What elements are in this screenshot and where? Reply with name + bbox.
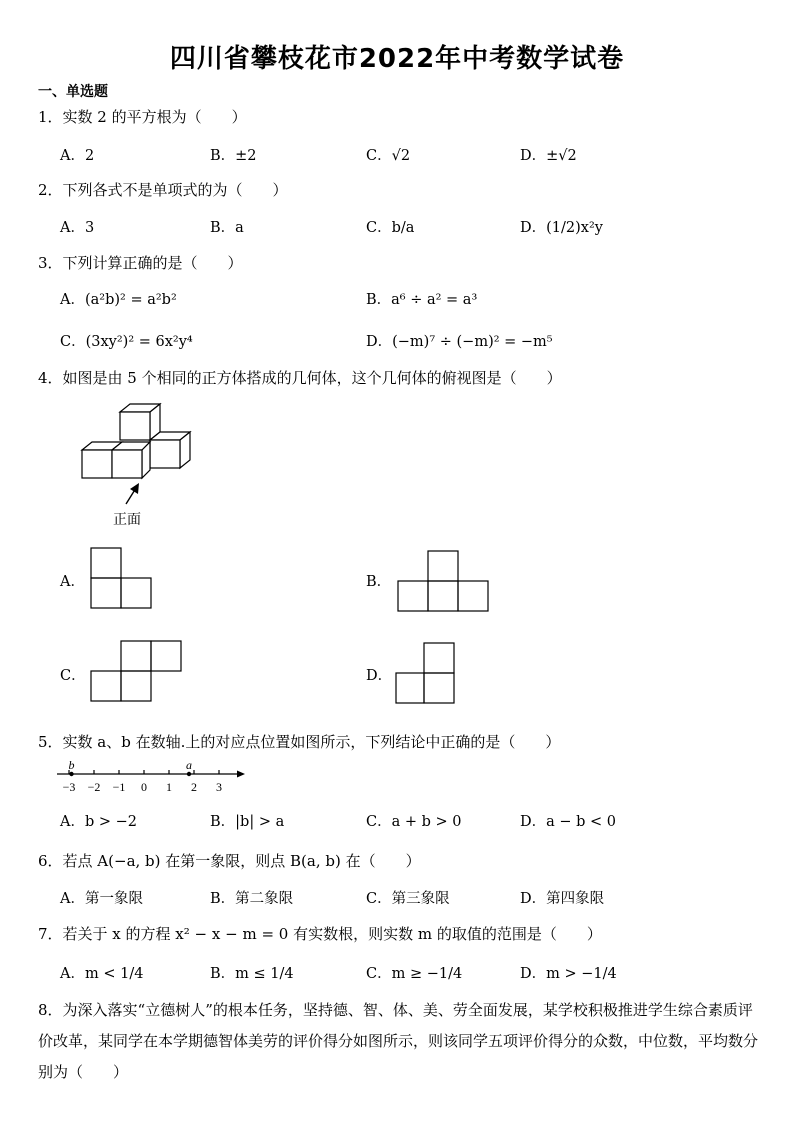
axis-tick-label: 1: [166, 780, 172, 794]
q7-option-b: B．m ≤ 1/4: [210, 966, 294, 982]
axis-point-label: a: [186, 758, 192, 772]
cube-left-front: [82, 450, 112, 478]
q1-option-b: B．±2: [210, 148, 257, 164]
q7-option-c: C．m ≥ −1/4: [366, 966, 463, 982]
q1-option-d: D．±√2: [520, 148, 577, 164]
axis-tick-label: −2: [87, 780, 101, 794]
axis-tick-label: 0: [141, 780, 147, 794]
question-7-stem: 7．若关于 x 的方程 x² − x − m = 0 有实数根，则实数 m 的取值的范围是（ ）: [38, 925, 602, 943]
q1-option-a: A．2: [60, 148, 95, 164]
q5-option-a: A．b > −2: [60, 814, 137, 830]
axis-arrow-icon: [237, 771, 245, 778]
question-8-stem: 8．为深入落实“立德树人”的根本任务，坚持德、智、体、美、劳全面发展，某学校积极推进学生综合素质评价改革，某同学在本学期德智体美劳的评价得分如图所示，则该同学五项评价得分的众数，中位数，平均数分别为（ ）: [38, 1001, 759, 1081]
axis-tick-label: 2: [191, 780, 197, 794]
axis-tick-label: −3: [62, 780, 76, 794]
cube-top-front: [120, 412, 150, 440]
cube-right-front: [150, 440, 180, 468]
axis-tick-label: 3: [216, 780, 222, 794]
q7-option-d: D．m > −1/4: [520, 966, 617, 982]
q3-option-a: A．(a²b)² = a²b²: [60, 292, 177, 308]
axis-point-label: b: [68, 758, 75, 772]
q6-option-d: D．第四象限: [520, 891, 605, 907]
q4-option-c: C．: [60, 668, 86, 684]
q3-option-b: B．a⁶ ÷ a² = a³: [366, 292, 478, 308]
q4-option-a-figure: [90, 547, 152, 609]
q4-option-d: D．: [366, 668, 393, 684]
q5-option-b: B．|b| > a: [210, 814, 285, 830]
q4-front-label: 正面: [113, 512, 141, 528]
q4-option-b-figure: [397, 550, 489, 612]
q2-option-d: D．(1/2)x²y: [520, 220, 603, 236]
section-heading: 一、单选题: [38, 84, 108, 100]
q2-option-a: A．3: [60, 220, 95, 236]
q4-option-c-figure: [90, 640, 182, 702]
q5-option-d: D．a − b < 0: [520, 814, 617, 830]
q5-option-c: C．a + b > 0: [366, 814, 462, 830]
q3-option-c: C．(3xy²)² = 6x²y⁴: [60, 334, 193, 350]
q1-option-c: C．√2: [366, 148, 411, 164]
q2-option-b: B．a: [210, 220, 244, 236]
q6-option-b: B．第二象限: [210, 891, 294, 907]
q2-option-c: C．b/a: [366, 220, 415, 236]
q6-option-c: C．第三象限: [366, 891, 450, 907]
axis-tick-label: −1: [112, 780, 126, 794]
question-1-stem: 1．实数 2 的平方根为（ ）: [38, 108, 247, 126]
question-4-stem: 4．如图是由 5 个相同的正方体搭成的几何体，这个几何体的俯视图是（ ）: [38, 369, 562, 387]
axis-point-a: [187, 772, 191, 776]
q3-option-d: D．(−m)⁷ ÷ (−m)² = −m⁵: [366, 334, 553, 350]
question-2-stem: 2．下列各式不是单项式的为（ ）: [38, 181, 288, 199]
q5-number-line: [55, 760, 255, 796]
cube-mid-front: [112, 450, 142, 478]
question-6-stem: 6．若点 A(−a, b) 在第一象限，则点 B(a, b) 在（ ）: [38, 852, 421, 870]
q7-option-a: A．m < 1/4: [60, 966, 144, 982]
q4-option-d-figure: [395, 642, 457, 704]
q4-option-b: B．: [366, 574, 392, 590]
q6-option-a: A．第一象限: [60, 891, 143, 907]
axis-point-b: [69, 772, 73, 776]
question-3-stem: 3．下列计算正确的是（ ）: [38, 254, 243, 272]
front-arrow-head: [130, 483, 139, 494]
q4-option-a: A．: [60, 574, 85, 590]
question-5-stem: 5．实数 a、b 在数轴.上的对应点位置如图所示，下列结论中正确的是（ ）: [38, 733, 561, 751]
page-title: 四川省攀枝花市2022年中考数学试卷: [169, 44, 625, 74]
